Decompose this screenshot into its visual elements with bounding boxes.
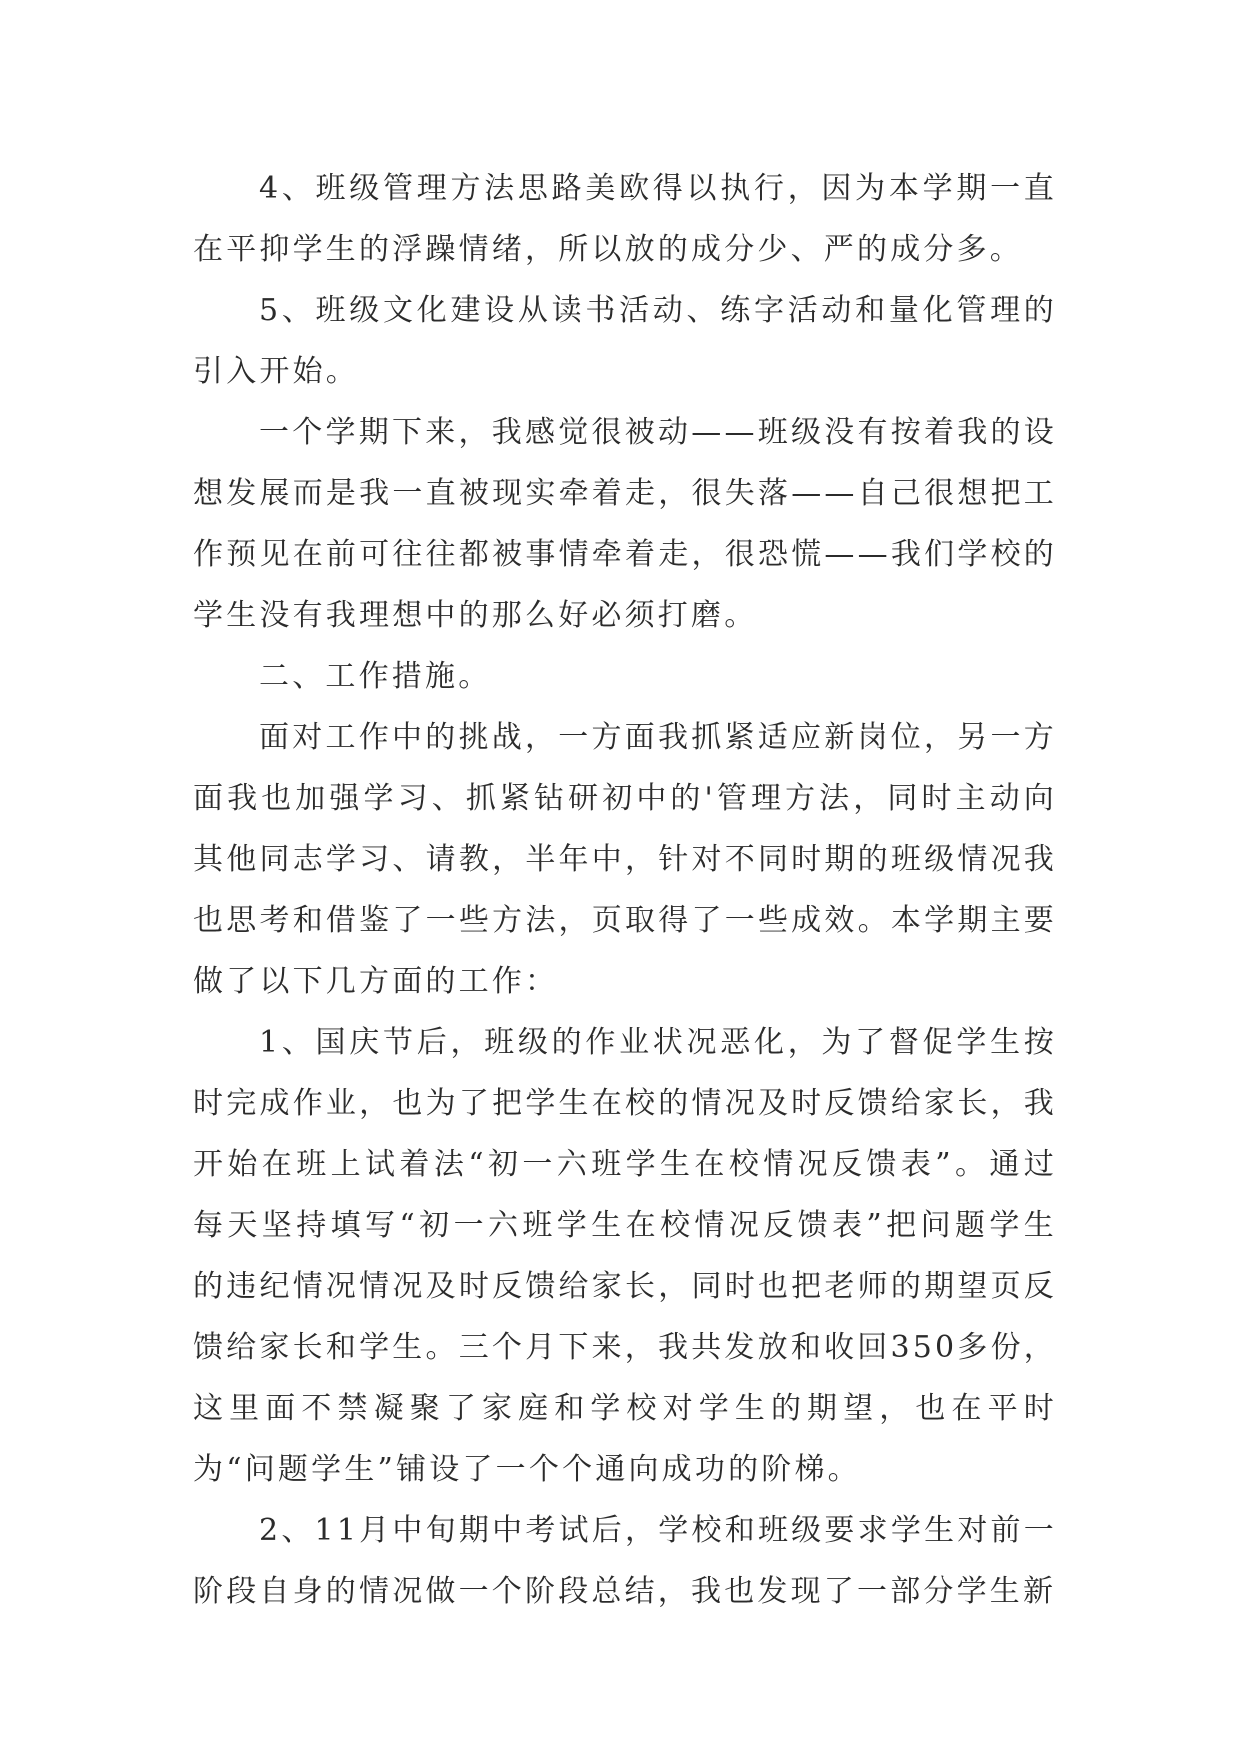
paragraph-measure-1: 1、国庆节后，班级的作业状况恶化，为了督促学生按时完成作业，也为了把学生在校的情况及时反馈给家长，我开始在班上试着法“初一六班学生在校情况反馈表”。通过每天坚持填写“初一六班学生在校情况反馈表”把问题学生的违纪情况情况及时反馈给家长，同时也把老师的期望页反馈给家长和学生。三个月下来，我共发放和收回350多份，这里面不禁凝聚了家庭和学校对学生的期望，也在平时为“问题学生”铺设了一个个通向成功的阶梯。 — [193, 1025, 1057, 1487]
paragraph-challenges: 面对工作中的挑战，一方面我抓紧适应新岗位，另一方面我也加强学习、抓紧钻研初中的'管理方法，同时主动向其他同志学习、请教，半年中，针对不同时期的班级情况我也思考和借鉴了一些方法，页取得了一些成效。本学期主要做了以下几方面的工作： — [193, 720, 1057, 999]
paragraph-reflection: 一个学期下来，我感觉很被动——班级没有按着我的设想发展而是我一直被现实牵着走，很失落——自己很想把工作预见在前可往往都被事情牵着走，很恐慌——我们学校的学生没有我理想中的那么好必须打磨。 — [193, 415, 1057, 633]
document-body — [193, 158, 1057, 1622]
paragraph-item-5: 5、班级文化建设从读书活动、练字活动和量化管理的引入开始。 — [193, 293, 1057, 389]
paragraph-item-4: 4、班级管理方法思路美欧得以执行，因为本学期一直在平抑学生的浮躁情绪，所以放的成分少、严的成分多。 — [193, 171, 1057, 267]
paragraph-measure-2: 2、11月中旬期中考试后，学校和班级要求学生对前一阶段自身的情况做一个阶段总结，我也发现了一部分学生新 — [193, 1513, 1057, 1609]
section-heading-work-measures: 二、工作措施。 — [259, 659, 492, 694]
